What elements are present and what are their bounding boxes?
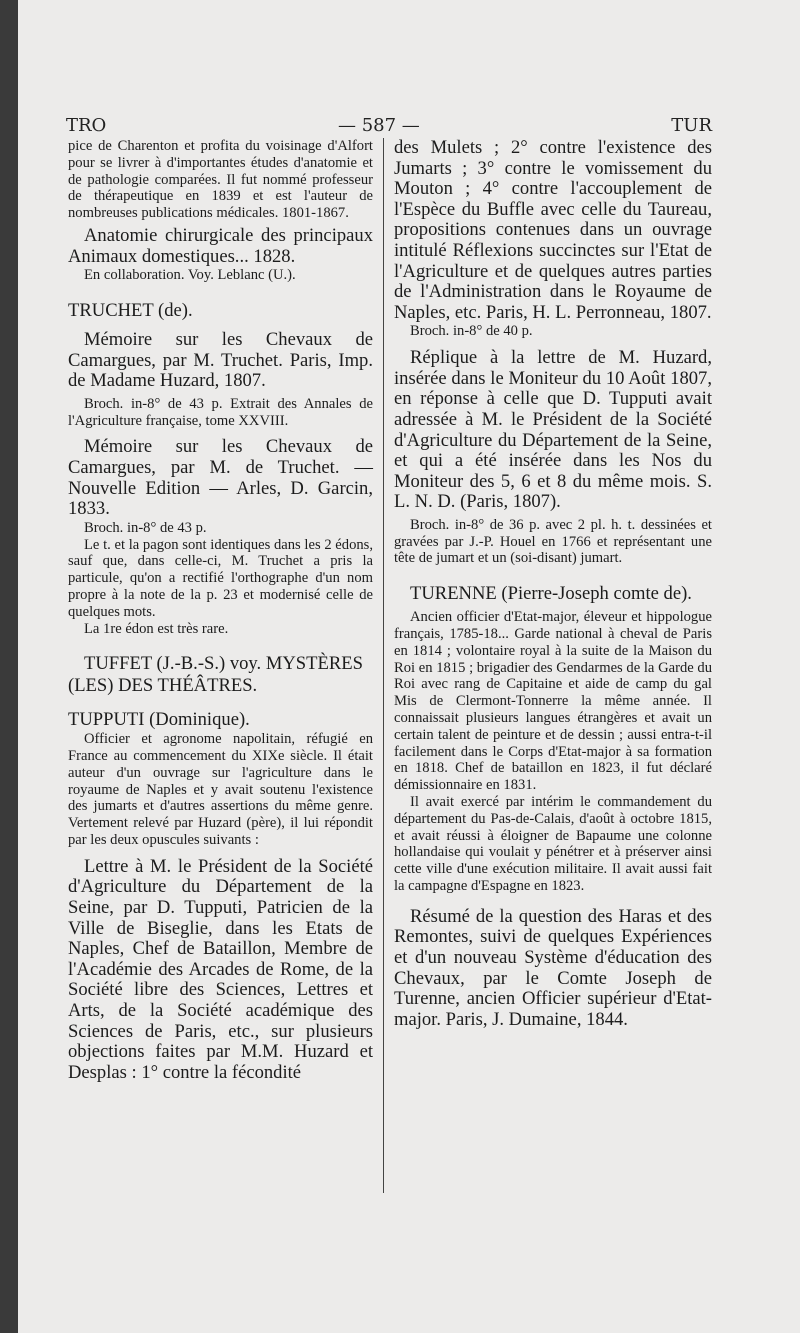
book-title: Lettre à M. le Président de la Société d'Agriculture du Département de la Seine, par D. Tupputi, Patricien de la Ville de Biseglie, dans les Etats de Naples, Chef de Bataillon, Membre de l'Académie des Arcades de Rome, de la Société libre des Sciences, Lettres et Arts, de la Société académique des Sciences de Paris, etc., sur plusieurs objections faites par M.M. Huzard et Desplas : 1° contre la fécondité [68,855,373,1083]
right-column [394,138,712,1030]
scan-edge [0,0,18,1333]
entry-text: Officier et agronome napolitain, réfugié en France au commencement du XIXe siècle. Il était auteur d'un ouvrage sur l'agriculture dans le royaume de Naples et y avait soutenu l'existence des jumarts et d'autres assertions du même genre. Vertement relevé par Huzard (père), il lui répondit par les deux opuscules suivants : [68,731,373,849]
entry-heading: TURENNE (Pierre-Joseph comte de). [410,583,692,605]
book-title: Réplique à la lettre de M. Huzard, insérée dans le Moniteur du 10 Août 1807, en réponse à celle que D. Tupputi avait adressée à M. le Président de la Société d'Agriculture du Département de la Seine, et qui a été insérée dans les Nos du Moniteur des 5, 6 et 8 du même mois. S. L. N. D. (Paris, 1807). [394,347,712,513]
entry-heading: TRUCHET (de). [68,299,193,321]
left-column [68,138,373,1083]
entry-text: pice de Charenton et profita du voisinage d'Alfort pour se livrer à d'importantes études d'anatomie et de pathologie comparées. Il fut nommé professeur de thérapeutique en 1839 et est l'auteur de nombreuses publications médicales. 1801-1867. [68,138,373,222]
entry-text: Il avait exercé par intérim le commandement du département du Pas-de-Calais, d'août à octobre 1815, et avait réussi à éloigner de Bapaume une colonne hollandaise qui voulait y pénétrer et à préserver ainsi cette ville d'une exécution militaire. Il avait aussi fait la campagne d'Espagne en 1823. [394,794,712,895]
book-title: Résumé de la question des Haras et des Remontes, suivi de quelques Expériences et d'un nouveau Système d'éducation des Chevaux, par le Comte Joseph de Turenne, ancien Officier supérieur d'Etat-major. Paris, J. Dumaine, 1844. [394,905,712,1030]
entry-note: Broch. in-8° de 36 p. avec 2 pl. h. t. dessinées et gravées par J.-P. Houel en 1766 et représentant une tête de jumart et un (soi-disant) jumart. [394,516,712,567]
book-title: Mémoire sur les Chevaux de Camargues, par M. de Truchet. — Nouvelle Edition — Arles, D. Garcin, 1833. [68,436,373,520]
entry-note: La 1re édon est très rare. [84,620,229,637]
page-number: — 587 — [338,115,420,136]
entry-note: En collaboration. Voy. Leblanc (U.). [84,267,296,284]
entry-note: Broch. in-8° de 40 p. [410,323,533,340]
book-title: Mémoire sur les Chevaux de Camargues, par M. Truchet. Paris, Imp. de Madame Huzard, 1807. [68,328,373,392]
entry-heading: TUFFET (J.-B.-S.) voy. MYSTÈRES (LES) DES THÉÂTRES. [68,653,363,697]
header-left: TRO [66,115,107,136]
column-rule [383,138,384,1193]
header-right: TUR [671,115,712,136]
book-title: des Mulets ; 2° contre l'existence des Jumarts ; 3° contre le vomissement du Mouton ; 4° contre l'accouplement de l'Espèce du Buffle avec celle du Taureau, propositions contenues dans un ouvrage intitulé Réflexions succinctes sur l'Etat de l'Agriculture et de quelques autres parties de l'Administration dans le Royaume de Naples, etc. Paris, H. L. Perronneau, 1807. [394,137,712,323]
entry-text: Ancien officier d'Etat-major, éleveur et hippologue français, 1785-18... Garde national à cheval de Paris en 1814 ; volontaire royal à la suite de la Maison du Roi en 1815 ; brigadier des Gendarmes de la Garde du Roi avec rang de Capitaine et aide de camp du gal Mis de Clermont-Tonnerre la même année. Il connaissait plusieurs langues étrangères et avait un certain talent de peinture et de dessin ; aussi entra-t-il facilement dans le Corps d'Etat-major à sa formation en 1818. Chef de bataillon en 1823, il fut déclaré démissionnaire en 1831. [394,609,712,794]
entry-heading: TUPPUTI (Dominique). [68,709,250,731]
entry-note: Le t. et la pagon sont identiques dans les 2 édons, sauf que, dans celle-ci, M. Truchet a pris la particule, qu'on a rectifié l'orthographe d'un nom propre à la note de la p. 23 et modernisé celle de quelques mots. [68,536,373,620]
entry-note: Broch. in-8° de 43 p. Extrait des Annales de l'Agriculture française, tome XXVIII. [68,395,373,429]
book-title: Anatomie chirurgicale des principaux Animaux domestiques... 1828. [68,224,373,267]
entry-note: Broch. in-8° de 43 p. [84,519,207,536]
